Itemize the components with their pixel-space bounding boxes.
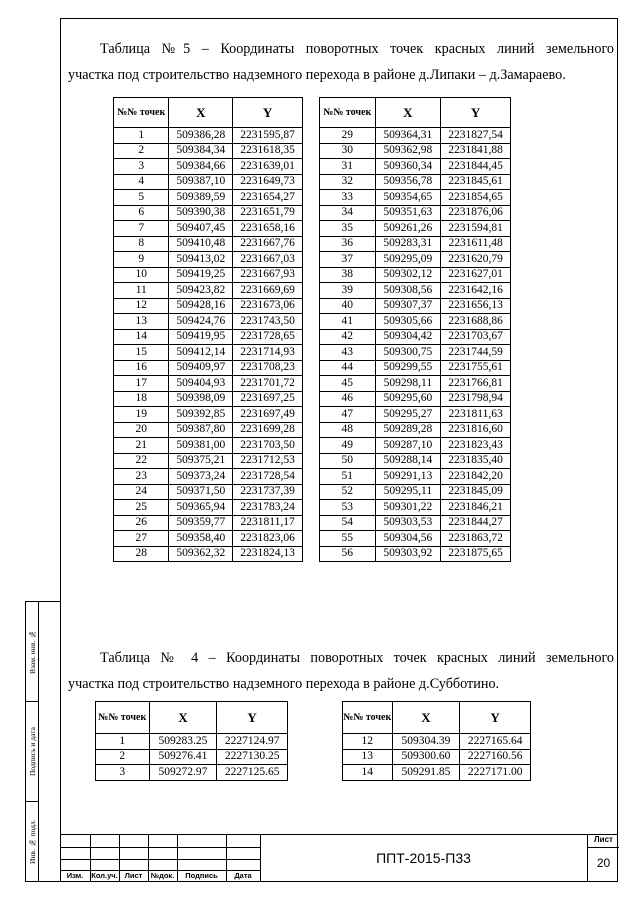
coord-x: 509389,59 bbox=[169, 190, 233, 206]
table-row bbox=[320, 453, 511, 469]
point-number: 54 bbox=[320, 515, 376, 531]
point-number: 12 bbox=[343, 734, 393, 750]
point-number: 31 bbox=[320, 159, 376, 175]
coord-x: 509299,55 bbox=[375, 360, 441, 376]
table-row bbox=[320, 422, 511, 438]
coord-x: 509423,82 bbox=[169, 283, 233, 299]
header-y: Y bbox=[441, 98, 511, 128]
stamp-col-signature: Подпись bbox=[185, 871, 218, 880]
coord-y: 2227160.56 bbox=[460, 749, 531, 765]
header-x: X bbox=[169, 98, 233, 128]
coord-y: 2231842,20 bbox=[441, 469, 511, 485]
table-row bbox=[114, 221, 303, 237]
stamp-col-date: Дата bbox=[234, 871, 252, 880]
header-num: №№ точек bbox=[114, 98, 169, 128]
point-number: 1 bbox=[96, 734, 150, 750]
coord-x: 509409,97 bbox=[169, 360, 233, 376]
coord-y: 2231728,65 bbox=[233, 329, 303, 345]
point-number: 9 bbox=[114, 252, 169, 268]
coord-x: 509305,66 bbox=[375, 314, 441, 330]
table-row bbox=[114, 469, 303, 485]
coord-y: 2231823,43 bbox=[441, 438, 511, 454]
point-number: 13 bbox=[343, 749, 393, 765]
table-row bbox=[320, 283, 511, 299]
table-5-right bbox=[319, 97, 511, 562]
point-number: 29 bbox=[320, 128, 376, 144]
coord-x: 509410,48 bbox=[169, 236, 233, 252]
coord-x: 509356,78 bbox=[375, 174, 441, 190]
coord-x: 509304,56 bbox=[375, 531, 441, 547]
coord-x: 509308,56 bbox=[375, 283, 441, 299]
point-number: 6 bbox=[114, 205, 169, 221]
point-number: 44 bbox=[320, 360, 376, 376]
table-row bbox=[320, 360, 511, 376]
coord-x: 509272.97 bbox=[149, 765, 217, 781]
coord-y: 2227124.97 bbox=[217, 734, 288, 750]
table-row bbox=[320, 329, 511, 345]
coord-x: 509354,65 bbox=[375, 190, 441, 206]
table-row bbox=[320, 531, 511, 547]
point-number: 10 bbox=[114, 267, 169, 283]
point-number: 20 bbox=[114, 422, 169, 438]
point-number: 1 bbox=[114, 128, 169, 144]
table-row bbox=[320, 515, 511, 531]
coord-y: 2231854,65 bbox=[441, 190, 511, 206]
table-row bbox=[114, 531, 303, 547]
coord-x: 509387,80 bbox=[169, 422, 233, 438]
point-number: 13 bbox=[114, 314, 169, 330]
point-number: 41 bbox=[320, 314, 376, 330]
coord-y: 2231744,59 bbox=[441, 345, 511, 361]
table-row bbox=[320, 438, 511, 454]
coord-y: 2231755,61 bbox=[441, 360, 511, 376]
stamp-col-ndok: №док. bbox=[150, 871, 175, 880]
coord-x: 509289,28 bbox=[375, 422, 441, 438]
coord-y: 2231642,16 bbox=[441, 283, 511, 299]
coord-x: 509304.39 bbox=[392, 734, 460, 750]
coord-y: 2231863,72 bbox=[441, 531, 511, 547]
stamp-col-kol-uch: Кол.уч. bbox=[91, 871, 118, 880]
coord-x: 509381,00 bbox=[169, 438, 233, 454]
header-x: X bbox=[149, 702, 217, 734]
table-row bbox=[96, 749, 288, 765]
point-number: 46 bbox=[320, 391, 376, 407]
table-row bbox=[320, 546, 511, 562]
point-number: 12 bbox=[114, 298, 169, 314]
coord-y: 2231737,39 bbox=[233, 484, 303, 500]
point-number: 49 bbox=[320, 438, 376, 454]
table-row bbox=[114, 515, 303, 531]
coord-y: 2231824,13 bbox=[233, 546, 303, 562]
coord-x: 509384,66 bbox=[169, 159, 233, 175]
header-y: Y bbox=[460, 702, 531, 734]
table-row bbox=[320, 500, 511, 516]
point-number: 36 bbox=[320, 236, 376, 252]
point-number: 40 bbox=[320, 298, 376, 314]
point-number: 26 bbox=[114, 515, 169, 531]
table-4-left bbox=[95, 701, 288, 781]
side-label-original-inv: Инв. № подл. bbox=[28, 819, 37, 865]
table-row bbox=[320, 143, 511, 159]
coord-x: 509412,14 bbox=[169, 345, 233, 361]
point-number: 25 bbox=[114, 500, 169, 516]
coord-x: 509419,25 bbox=[169, 267, 233, 283]
coord-y: 2231835,40 bbox=[441, 453, 511, 469]
point-number: 7 bbox=[114, 221, 169, 237]
coord-x: 509291,13 bbox=[375, 469, 441, 485]
point-number: 51 bbox=[320, 469, 376, 485]
coord-y: 2231766,81 bbox=[441, 376, 511, 392]
point-number: 33 bbox=[320, 190, 376, 206]
point-number: 52 bbox=[320, 484, 376, 500]
coord-y: 2231703,50 bbox=[233, 438, 303, 454]
coord-y: 2231688,86 bbox=[441, 314, 511, 330]
coord-x: 509261,26 bbox=[375, 221, 441, 237]
coord-y: 2231823,06 bbox=[233, 531, 303, 547]
coord-y: 2231708,23 bbox=[233, 360, 303, 376]
coord-x: 509283,31 bbox=[375, 236, 441, 252]
caption-table-4: Таблица № 4 – Координаты поворотных точек красных линий земельного участка под строительство надземного перехода в районе д.Субботино. bbox=[68, 650, 614, 692]
title-block bbox=[60, 834, 618, 882]
coord-x: 509362,98 bbox=[375, 143, 441, 159]
header-num: №№ точек bbox=[96, 702, 150, 734]
table-row bbox=[114, 376, 303, 392]
point-number: 21 bbox=[114, 438, 169, 454]
point-number: 22 bbox=[114, 453, 169, 469]
table-row bbox=[114, 484, 303, 500]
coord-x: 509360,34 bbox=[375, 159, 441, 175]
coord-y: 2231673,06 bbox=[233, 298, 303, 314]
side-stamp bbox=[25, 601, 60, 882]
coord-x: 509371,50 bbox=[169, 484, 233, 500]
table-row bbox=[320, 298, 511, 314]
coord-y: 2231875,65 bbox=[441, 546, 511, 562]
point-number: 4 bbox=[114, 174, 169, 190]
point-number: 19 bbox=[114, 407, 169, 423]
coord-x: 509291.85 bbox=[392, 765, 460, 781]
table-row bbox=[114, 174, 303, 190]
table-row bbox=[114, 267, 303, 283]
coord-x: 509419,95 bbox=[169, 329, 233, 345]
coord-y: 2231844,45 bbox=[441, 159, 511, 175]
coord-x: 509303,92 bbox=[375, 546, 441, 562]
coord-x: 509375,21 bbox=[169, 453, 233, 469]
coord-y: 2231714,93 bbox=[233, 345, 303, 361]
point-number: 45 bbox=[320, 376, 376, 392]
point-number: 34 bbox=[320, 205, 376, 221]
coord-x: 509390,38 bbox=[169, 205, 233, 221]
coord-y: 2231658,16 bbox=[233, 221, 303, 237]
coord-y: 2231816,60 bbox=[441, 422, 511, 438]
point-number: 3 bbox=[114, 159, 169, 175]
table-row bbox=[320, 190, 511, 206]
point-number: 55 bbox=[320, 531, 376, 547]
table-row bbox=[114, 236, 303, 252]
table-row bbox=[114, 314, 303, 330]
coord-x: 509287,10 bbox=[375, 438, 441, 454]
coord-x: 509424,76 bbox=[169, 314, 233, 330]
table-row bbox=[114, 438, 303, 454]
table-row bbox=[320, 128, 511, 144]
table-row bbox=[114, 453, 303, 469]
point-number: 24 bbox=[114, 484, 169, 500]
table-row bbox=[320, 407, 511, 423]
coord-x: 509384,34 bbox=[169, 143, 233, 159]
coord-y: 2231845,61 bbox=[441, 174, 511, 190]
coord-y: 2231667,03 bbox=[233, 252, 303, 268]
table-4-right bbox=[342, 701, 531, 781]
coord-y: 2231651,79 bbox=[233, 205, 303, 221]
table-row bbox=[343, 749, 531, 765]
coord-y: 2231798,94 bbox=[441, 391, 511, 407]
header-y: Y bbox=[233, 98, 303, 128]
coord-y: 2231697,25 bbox=[233, 391, 303, 407]
header-num: №№ точек bbox=[343, 702, 393, 734]
point-number: 32 bbox=[320, 174, 376, 190]
table-row bbox=[320, 159, 511, 175]
coord-y: 2231846,21 bbox=[441, 500, 511, 516]
table-row bbox=[114, 283, 303, 299]
coord-y: 2231703,67 bbox=[441, 329, 511, 345]
point-number: 47 bbox=[320, 407, 376, 423]
table-row bbox=[114, 407, 303, 423]
side-label-replace-inv: Взам. инв. № bbox=[28, 629, 37, 675]
coord-x: 509300,75 bbox=[375, 345, 441, 361]
coord-y: 2227165.64 bbox=[460, 734, 531, 750]
sheet-box bbox=[587, 834, 618, 882]
table-row bbox=[320, 252, 511, 268]
table-row bbox=[114, 391, 303, 407]
coord-y: 2231697,49 bbox=[233, 407, 303, 423]
table-row bbox=[320, 469, 511, 485]
side-label-signature-date: Подпись и дата bbox=[28, 727, 37, 777]
coord-x: 509295,09 bbox=[375, 252, 441, 268]
coord-x: 509300.60 bbox=[392, 749, 460, 765]
coord-x: 509362,32 bbox=[169, 546, 233, 562]
stamp-col-list: Лист bbox=[124, 871, 143, 880]
caption-table-5: Таблица №5 – Координаты поворотных точек красных линий земельного участка под строительство надземного перехода в районе д.Липаки – д.Замараево. bbox=[68, 41, 614, 83]
table-row bbox=[320, 391, 511, 407]
coord-x: 509288,14 bbox=[375, 453, 441, 469]
point-number: 38 bbox=[320, 267, 376, 283]
table-row bbox=[114, 143, 303, 159]
point-number: 42 bbox=[320, 329, 376, 345]
header-num: №№ точек bbox=[320, 98, 376, 128]
coord-y: 2231639,01 bbox=[233, 159, 303, 175]
coord-x: 509304,42 bbox=[375, 329, 441, 345]
table-5-left bbox=[113, 97, 303, 562]
coord-x: 509365,94 bbox=[169, 500, 233, 516]
coord-x: 509295,11 bbox=[375, 484, 441, 500]
coord-y: 2231728,54 bbox=[233, 469, 303, 485]
coord-x: 509392,85 bbox=[169, 407, 233, 423]
table-row bbox=[114, 546, 303, 562]
coord-x: 509298,11 bbox=[375, 376, 441, 392]
coord-y: 2231876,06 bbox=[441, 205, 511, 221]
coord-y: 2231667,76 bbox=[233, 236, 303, 252]
table-row bbox=[343, 765, 531, 781]
coord-y: 2231844,27 bbox=[441, 515, 511, 531]
point-number: 14 bbox=[343, 765, 393, 781]
point-number: 53 bbox=[320, 500, 376, 516]
coord-y: 2227171.00 bbox=[460, 765, 531, 781]
coord-x: 509358,40 bbox=[169, 531, 233, 547]
header-x: X bbox=[375, 98, 441, 128]
coord-y: 2231595,87 bbox=[233, 128, 303, 144]
sheet-label: Лист bbox=[594, 835, 613, 844]
coord-y: 2231620,79 bbox=[441, 252, 511, 268]
table-row bbox=[96, 734, 288, 750]
point-number: 43 bbox=[320, 345, 376, 361]
point-number: 35 bbox=[320, 221, 376, 237]
point-number: 14 bbox=[114, 329, 169, 345]
table-row bbox=[320, 174, 511, 190]
point-number: 28 bbox=[114, 546, 169, 562]
point-number: 5 bbox=[114, 190, 169, 206]
coord-x: 509364,31 bbox=[375, 128, 441, 144]
table-row bbox=[343, 734, 531, 750]
point-number: 2 bbox=[96, 749, 150, 765]
table-row bbox=[320, 314, 511, 330]
point-number: 15 bbox=[114, 345, 169, 361]
coord-y: 2231845,09 bbox=[441, 484, 511, 500]
coord-x: 509387,10 bbox=[169, 174, 233, 190]
coord-y: 2231811,63 bbox=[441, 407, 511, 423]
coord-y: 2231841,88 bbox=[441, 143, 511, 159]
table-row bbox=[96, 765, 288, 781]
table-row bbox=[114, 128, 303, 144]
coord-x: 509359,77 bbox=[169, 515, 233, 531]
coord-x: 509404,93 bbox=[169, 376, 233, 392]
coord-y: 2231701,72 bbox=[233, 376, 303, 392]
table-row bbox=[320, 484, 511, 500]
coord-y: 2231827,54 bbox=[441, 128, 511, 144]
stamp-col-izm: Изм. bbox=[66, 871, 84, 880]
coord-y: 2231743,50 bbox=[233, 314, 303, 330]
coord-y: 2231611,48 bbox=[441, 236, 511, 252]
coord-x: 509295,60 bbox=[375, 391, 441, 407]
coord-x: 509295,27 bbox=[375, 407, 441, 423]
coord-x: 509386,28 bbox=[169, 128, 233, 144]
point-number: 27 bbox=[114, 531, 169, 547]
coord-y: 2231627,01 bbox=[441, 267, 511, 283]
point-number: 3 bbox=[96, 765, 150, 781]
point-number: 16 bbox=[114, 360, 169, 376]
coord-y: 2231654,27 bbox=[233, 190, 303, 206]
coord-x: 509303,53 bbox=[375, 515, 441, 531]
point-number: 50 bbox=[320, 453, 376, 469]
table-row bbox=[320, 267, 511, 283]
point-number: 8 bbox=[114, 236, 169, 252]
coord-y: 2227125.65 bbox=[217, 765, 288, 781]
coord-x: 509407,45 bbox=[169, 221, 233, 237]
table-row bbox=[320, 345, 511, 361]
coord-x: 509428,16 bbox=[169, 298, 233, 314]
table-row bbox=[114, 345, 303, 361]
coord-x: 509351,63 bbox=[375, 205, 441, 221]
point-number: 37 bbox=[320, 252, 376, 268]
header-y: Y bbox=[217, 702, 288, 734]
coord-y: 2231811,17 bbox=[233, 515, 303, 531]
point-number: 17 bbox=[114, 376, 169, 392]
table-row bbox=[320, 236, 511, 252]
table-row bbox=[114, 298, 303, 314]
header-x: X bbox=[392, 702, 460, 734]
point-number: 48 bbox=[320, 422, 376, 438]
coord-y: 2231618,35 bbox=[233, 143, 303, 159]
coord-y: 2231712,53 bbox=[233, 453, 303, 469]
document-code: ППТ-2015-П33 bbox=[376, 850, 471, 866]
table-row bbox=[320, 376, 511, 392]
coord-x: 509413,02 bbox=[169, 252, 233, 268]
coord-x: 509307,37 bbox=[375, 298, 441, 314]
table-row bbox=[114, 500, 303, 516]
point-number: 39 bbox=[320, 283, 376, 299]
coord-y: 2231667,93 bbox=[233, 267, 303, 283]
coord-x: 509302,12 bbox=[375, 267, 441, 283]
point-number: 18 bbox=[114, 391, 169, 407]
table-row bbox=[114, 205, 303, 221]
coord-y: 2231699,28 bbox=[233, 422, 303, 438]
table-row bbox=[114, 159, 303, 175]
point-number: 2 bbox=[114, 143, 169, 159]
table-row bbox=[114, 422, 303, 438]
table-row bbox=[114, 360, 303, 376]
coord-y: 2231594,81 bbox=[441, 221, 511, 237]
point-number: 23 bbox=[114, 469, 169, 485]
coord-x: 509283.25 bbox=[149, 734, 217, 750]
coord-y: 2231656,13 bbox=[441, 298, 511, 314]
coord-x: 509373,24 bbox=[169, 469, 233, 485]
table-row bbox=[114, 329, 303, 345]
coord-x: 509398,09 bbox=[169, 391, 233, 407]
point-number: 30 bbox=[320, 143, 376, 159]
point-number: 56 bbox=[320, 546, 376, 562]
sheet-number: 20 bbox=[596, 856, 611, 870]
coord-y: 2227130.25 bbox=[217, 749, 288, 765]
coord-x: 509276.41 bbox=[149, 749, 217, 765]
coord-y: 2231649,73 bbox=[233, 174, 303, 190]
table-row bbox=[320, 205, 511, 221]
table-row bbox=[114, 190, 303, 206]
point-number: 11 bbox=[114, 283, 169, 299]
table-row bbox=[320, 221, 511, 237]
table-row bbox=[114, 252, 303, 268]
coord-y: 2231669,69 bbox=[233, 283, 303, 299]
coord-x: 509301,22 bbox=[375, 500, 441, 516]
coord-y: 2231783,24 bbox=[233, 500, 303, 516]
